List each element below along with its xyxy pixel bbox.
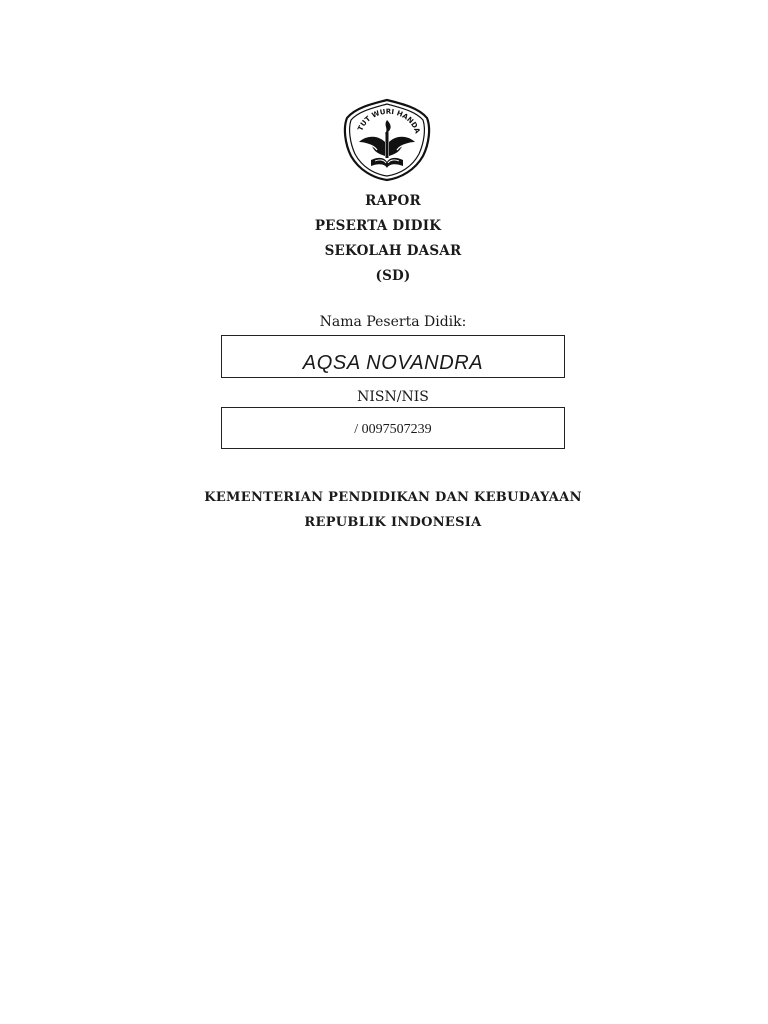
nisn-box bbox=[221, 407, 565, 449]
student-name-value: AQSA NOVANDRA bbox=[302, 352, 484, 374]
title-rapor: RAPOR bbox=[365, 193, 421, 209]
title-sd: (SD) bbox=[375, 268, 411, 284]
logo-motto: TUT WURI HANDA bbox=[356, 107, 422, 135]
nisn-value: / 0097507239 bbox=[354, 422, 432, 437]
tut-wuri-handayani-emblem-icon bbox=[343, 98, 431, 182]
country-name: REPUBLIK INDONESIA bbox=[304, 515, 482, 530]
title-sekolah-dasar: SEKOLAH DASAR bbox=[324, 243, 462, 259]
nisn-label: NISN/NIS bbox=[357, 389, 429, 405]
student-name-label: Nama Peserta Didik: bbox=[319, 314, 467, 330]
tut-wuri-handayani-logo bbox=[343, 98, 431, 182]
student-name-box bbox=[221, 335, 565, 378]
ministry-name: KEMENTERIAN PENDIDIKAN DAN KEBUDAYAAN bbox=[204, 490, 582, 505]
title-peserta-didik: PESERTA DIDIK bbox=[314, 218, 442, 234]
